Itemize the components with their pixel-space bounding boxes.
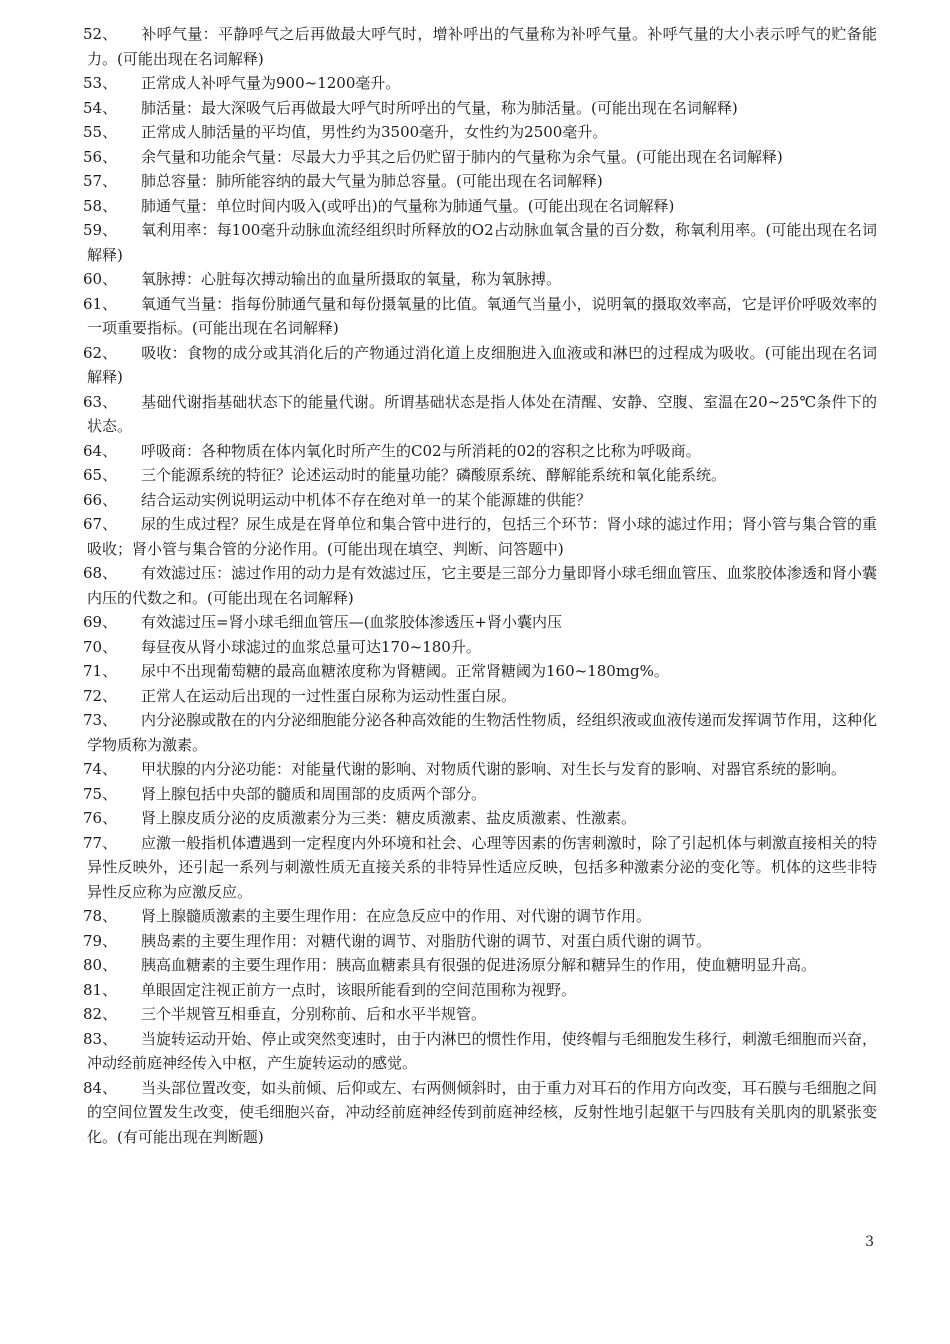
list-item — [83, 708, 877, 757]
item-text: 肺活量：最大深吸气后再做最大呼气时所呼出的气量，称为肺活量。(可能出现在名词解释) — [141, 98, 738, 117]
item-text: 正常成人肺活量的平均值，男性约为3500毫升，女性约为2500毫升。 — [141, 123, 608, 141]
item-number: 62、 — [83, 343, 118, 362]
list-item — [83, 22, 877, 71]
list-item — [83, 953, 877, 978]
item-number: 58、 — [83, 196, 118, 215]
item-number: 59、 — [83, 221, 118, 239]
item-number: 67、 — [83, 515, 118, 533]
list-item — [83, 610, 877, 635]
list-item — [83, 635, 877, 660]
item-number: 68、 — [83, 564, 118, 582]
item-text: 呼吸商：各种物质在体内氧化时所产生的C02与所消耗的02的容积之比称为呼吸商。 — [141, 441, 701, 460]
item-number: 70、 — [83, 637, 118, 656]
item-text: 尿的生成过程？尿生成是在肾单位和集合管中进行的，包括三个环节：肾小球的滤过作用；肾小管与集合管的重吸收；肾小管与集合管的分泌作用。(可能出现在填空、判断、问答题中) — [87, 515, 877, 558]
item-text: 尿中不出现葡萄糖的最高血糖浓度称为肾糖阈。正常肾糖阈为160~180mg%。 — [141, 662, 669, 680]
item-text: 当头部位置改变，如头前倾、后仰或左、右两侧倾斜时，由于重力对耳石的作用方向改变，耳石膜与毛细胞之间的空间位置发生改变，使毛细胞兴奋，冲动经前庭神经传到前庭神经核，反射性地引起躯干与四肢有关肌肉的肌紧张变化。(有可能出现在判断题) — [87, 1078, 877, 1146]
item-number: 84、 — [83, 1078, 118, 1097]
item-text: 甲状腺的内分泌功能：对能量代谢的影响、对物质代谢的影响、对生长与发育的影响、对器官系统的影响。 — [141, 760, 847, 778]
list-item — [83, 757, 877, 782]
item-text: 氧利用率：每100毫升动脉血流经组织时所释放的O2占动脉血氧含量的百分数，称氧利用率。(可能出现在名词解释) — [87, 221, 877, 264]
list-item — [83, 71, 877, 96]
item-text: 单眼固定注视正前方一点时，该眼所能看到的空间范围称为视野。 — [141, 980, 577, 999]
list-item — [83, 1002, 877, 1027]
item-number: 82、 — [83, 1005, 118, 1023]
item-number: 61、 — [83, 294, 118, 313]
item-number: 76、 — [83, 809, 118, 827]
item-text: 肺总容量：肺所能容纳的最大气量为肺总容量。(可能出现在名词解释) — [141, 172, 603, 190]
item-number: 54、 — [83, 98, 118, 117]
list-item — [83, 929, 877, 954]
item-text: 胰岛素的主要生理作用：对糖代谢的调节、对脂肪代谢的调节、对蛋白质代谢的调节。 — [141, 931, 712, 950]
item-text: 补呼气量：平静呼气之后再做最大呼气时，增补呼出的气量称为补呼气量。补呼气量的大小表示呼气的贮备能力。(可能出现在名词解释) — [87, 25, 877, 68]
list-item — [83, 561, 877, 610]
list-item — [83, 120, 877, 145]
list-item — [83, 218, 877, 267]
item-number: 73、 — [83, 711, 118, 729]
item-text: 当旋转运动开始、停止或突然变速时，由于内淋巴的惯性作用，使终帽与毛细胞发生移行，刺激毛细胞而兴奋，冲动经前庭神经传入中枢，产生旋转运动的感觉。 — [87, 1029, 877, 1072]
item-number: 55、 — [83, 123, 118, 141]
list-item — [83, 96, 877, 121]
list-item — [83, 684, 877, 709]
item-text: 肾上腺皮质分泌的皮质激素分为三类：糖皮质激素、盐皮质激素、性激素。 — [141, 809, 637, 827]
item-text: 三个能源系统的特征？论述运动时的能量功能？磷酸原系统、酵解能系统和氧化能系统。 — [141, 466, 727, 484]
list-item — [83, 1027, 877, 1076]
item-text: 氧通气当量：指每份肺通气量和每份摄氧量的比值。氧通气当量小，说明氧的摄取效率高，它是评价呼吸效率的一项重要指标。(可能出现在名词解释) — [87, 294, 877, 337]
list-item — [83, 488, 877, 513]
item-number: 56、 — [83, 147, 118, 166]
item-text: 基础代谢指基础状态下的能量代谢。所谓基础状态是指人体处在清醒、安静、空腹、室温在20~25℃条件下的状态。 — [87, 392, 877, 435]
list-item — [83, 1076, 877, 1150]
item-number: 80、 — [83, 956, 118, 974]
list-item — [83, 806, 877, 831]
list-item — [83, 194, 877, 219]
item-text: 正常人在运动后出现的一过性蛋白尿称为运动性蛋白尿。 — [141, 686, 517, 705]
list-item — [83, 145, 877, 170]
item-number: 78、 — [83, 907, 118, 925]
list-item — [83, 267, 877, 292]
list-item — [83, 978, 877, 1003]
item-number: 75、 — [83, 784, 118, 803]
item-number: 69、 — [83, 613, 118, 631]
item-number: 63、 — [83, 392, 118, 411]
list-item — [83, 390, 877, 439]
item-text: 胰高血糖素的主要生理作用：胰高血糖素具有很强的促进汤原分解和糖异生的作用，使血糖明显升高。 — [141, 956, 817, 974]
list-item — [83, 463, 877, 488]
item-text: 内分泌腺或散在的内分泌细胞能分泌各种高效能的生物活性物质，经组织液或血液传递而发挥调节作用，这种化学物质称为激素。 — [87, 711, 877, 754]
item-number: 52、 — [83, 25, 118, 43]
list-item — [83, 512, 877, 561]
numbered-list — [83, 22, 877, 1149]
item-number: 64、 — [83, 441, 118, 460]
item-text: 吸收：食物的成分或其消化后的产物通过消化道上皮细胞进入血液或和淋巴的过程成为吸收。(可能出现在名词解释) — [87, 343, 877, 386]
item-text: 三个半规管互相垂直，分别称前、后和水平半规管。 — [141, 1005, 487, 1023]
item-text: 结合运动实例说明运动中机体不存在绝对单一的某个能源雄的供能？ — [141, 490, 592, 509]
item-text: 应激一般指机体遭遇到一定程度内外环境和社会、心理等因素的伤害刺激时，除了引起机体与刺激直接相关的特异性反映外，还引起一系列与刺激性质无直接关系的非特异性适应反映，包括多种激素分泌的变化等。机体的这些非特异性反应称为应激反应。 — [87, 833, 877, 901]
list-item — [83, 439, 877, 464]
item-number: 66、 — [83, 490, 118, 509]
list-item — [83, 831, 877, 905]
item-text: 肺通气量：单位时间内吸入(或呼出)的气量称为肺通气量。(可能出现在名词解释) — [141, 196, 675, 215]
item-number: 65、 — [83, 466, 118, 484]
item-text: 有效滤过压：滤过作用的动力是有效滤过压，它主要是三部分力量即肾小球毛细血管压、血浆胶体渗透和肾小囊内压的代数之和。(可能出现在名词解释) — [87, 564, 877, 607]
list-item — [83, 292, 877, 341]
list-item — [83, 782, 877, 807]
item-text: 氧脉搏：心脏每次搏动输出的血量所摄取的氧量，称为氧脉搏。 — [141, 270, 562, 288]
item-number: 74、 — [83, 760, 118, 778]
item-text: 肾上腺髓质激素的主要生理作用：在应急反应中的作用、对代谢的调节作用。 — [141, 907, 652, 925]
item-number: 53、 — [83, 74, 118, 92]
page-number: 3 — [865, 1234, 874, 1250]
item-number: 60、 — [83, 270, 118, 288]
item-number: 57、 — [83, 172, 118, 190]
item-number: 72、 — [83, 686, 118, 705]
item-text: 肾上腺包括中央部的髓质和周围部的皮质两个部分。 — [141, 784, 487, 803]
list-item — [83, 904, 877, 929]
item-number: 77、 — [83, 833, 118, 852]
item-text: 有效滤过压=肾小球毛细血管压—(血浆胶体渗透压+肾小囊内压 — [141, 613, 562, 631]
item-text: 正常成人补呼气量为900~1200毫升。 — [141, 74, 401, 92]
list-item — [83, 341, 877, 390]
list-item — [83, 659, 877, 684]
item-number: 83、 — [83, 1029, 118, 1048]
item-text: 余气量和功能余气量：尽最大力乎其之后仍贮留于肺内的气量称为余气量。(可能出现在名词解释) — [141, 147, 783, 166]
item-number: 79、 — [83, 931, 118, 950]
list-item — [83, 169, 877, 194]
item-number: 71、 — [83, 662, 118, 680]
item-number: 81、 — [83, 980, 118, 999]
item-text: 每昼夜从肾小球滤过的血浆总量可达170~180升。 — [141, 637, 481, 656]
